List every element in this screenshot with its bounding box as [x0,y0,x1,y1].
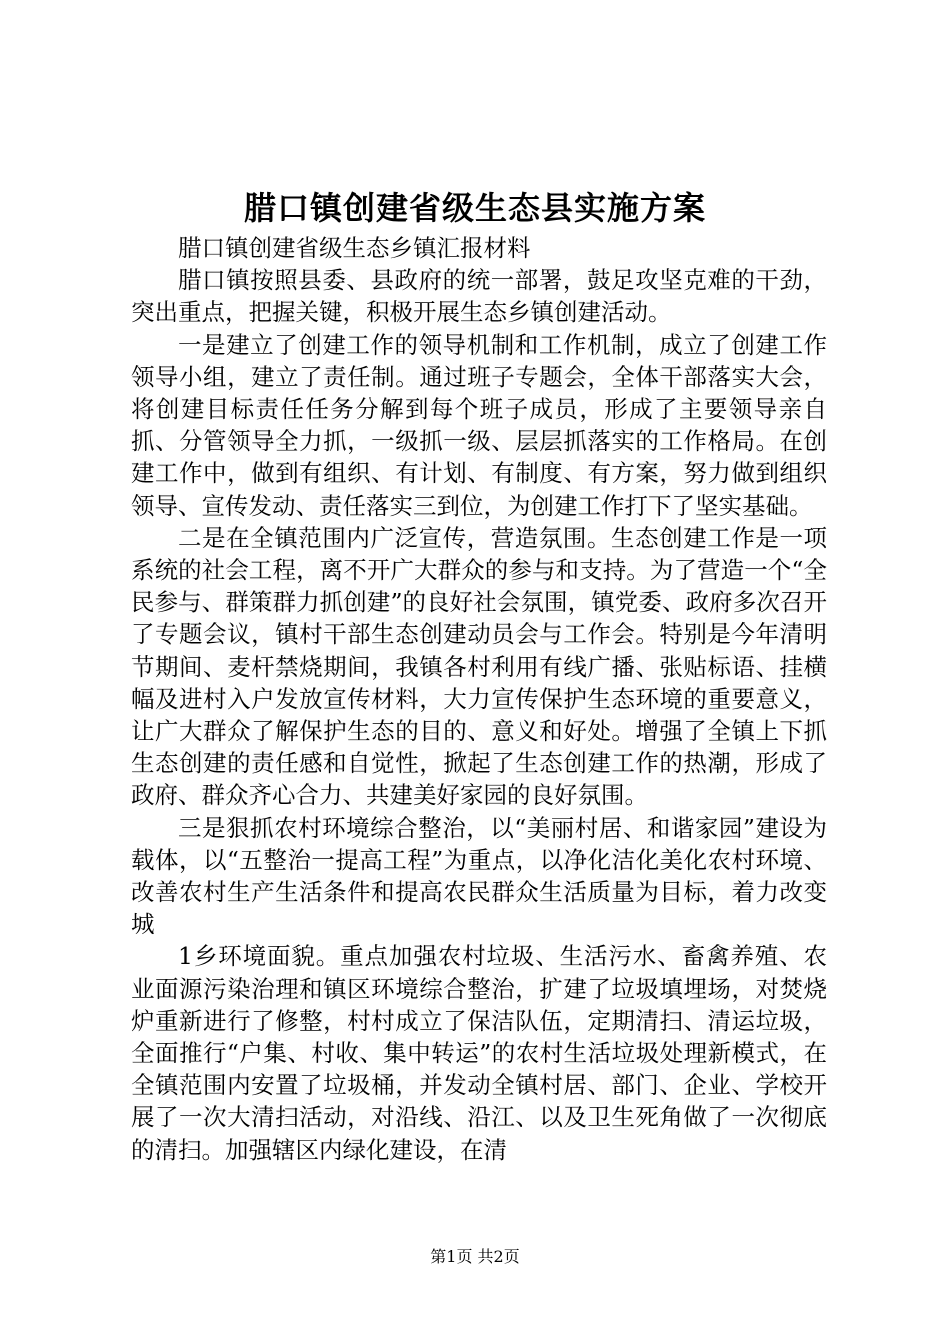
paragraph-continued: 1乡环境面貌。重点加强农村垃圾、生活污水、畜禽养殖、农业面源污染治理和镇区环境综合整治，扩建了垃圾填埋场，对焚烧炉重新进行了修整，村村成立了保洁队伍，定期清扫、清运垃圾，全面推行“户集、村收、集中转运”的农村生活垃圾处理新模式，在全镇范围内安置了垃圾桶，并发动全镇村居、部门、企业、学校开展了一次大清扫活动，对沿线、沿江、以及卫生死角做了一次彻底的清扫。加强辖区内绿化建设，在清 [131,942,827,1164]
paragraph-intro: 腊口镇按照县委、县政府的统一部署，鼓足攻坚克难的干劲，突出重点，把握关键，积极开展生态乡镇创建活动。 [131,266,827,327]
paragraph-point-two: 二是在全镇范围内广泛宣传，营造氛围。生态创建工作是一项系统的社会工程，离不开广大群众的参与和支持。为了营造一个“全民参与、群策群力抓创建”的良好社会氛围，镇党委、政府多次召开了专题会议，镇村干部生态创建动员会与工作会。特别是今年清明节期间、麦杆禁烧期间，我镇各村利用有线广播、张贴标语、挂横幅及进村入户发放宣传材料，大力宣传保护生态环境的重要意义，让广大群众了解保护生态的目的、意义和好处。增强了全镇上下抓生态创建的责任感和自觉性，掀起了生态创建工作的热潮，形成了政府、群众齐心合力、共建美好家园的良好氛围。 [131,523,827,810]
paragraph-point-one: 一是建立了创建工作的领导机制和工作机制，成立了创建工作领导小组，建立了责任制。通过班子专题会，全体干部落实大会，将创建目标责任任务分解到每个班子成员，形成了主要领导亲自抓、分管领导全力抓，一级抓一级、层层抓落实的工作格局。在创建工作中，做到有组织、有计划、有制度、有方案，努力做到组织领导、宣传发动、责任落实三到位，为创建工作打下了坚实基础。 [131,330,827,520]
paragraph-point-three: 三是狠抓农村环境综合整治，以“美丽村居、和谐家园”建设为载体，以“五整治一提高工程”为重点，以净化洁化美化农村环境、改善农村生产生活条件和提高农民群众生活质量为目标，着力改变城 [131,813,827,939]
document-body [131,232,827,1166]
page-number: 第1页 共2页 [430,1247,520,1266]
document-title: 腊口镇创建省级生态县实施方案 [243,189,706,227]
paragraph-subtitle: 腊口镇创建省级生态乡镇汇报材料 [178,234,531,262]
